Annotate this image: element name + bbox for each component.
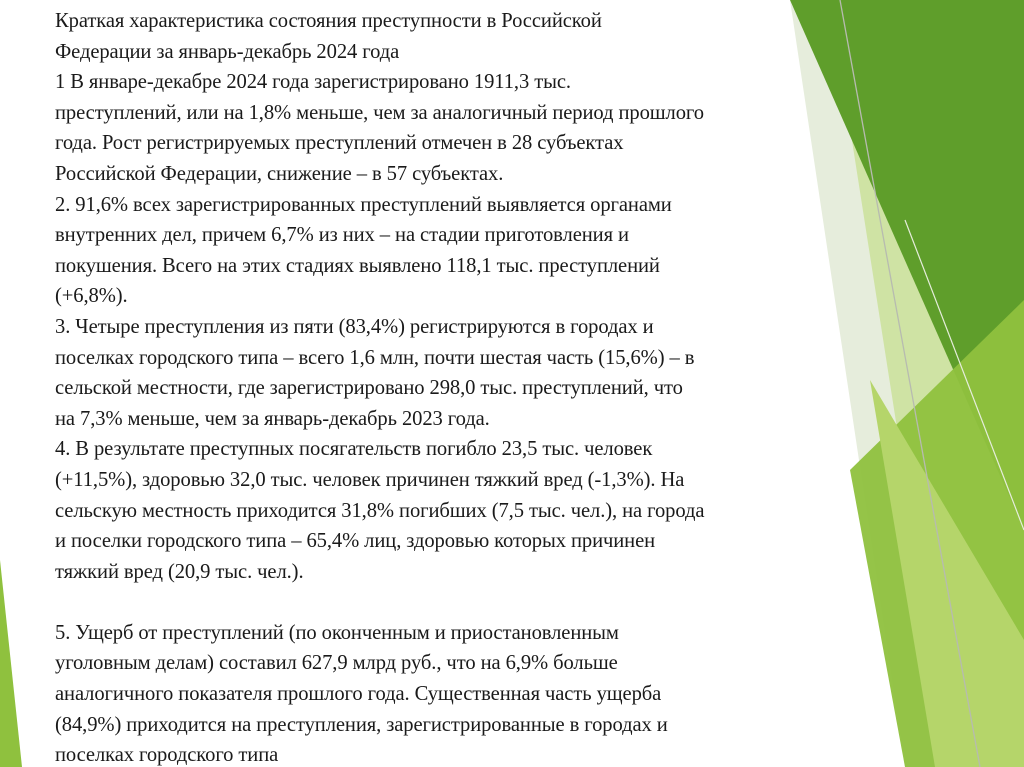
text-line-3: 1 В январе-декабре 2024 года зарегистрировано 1911,3 тыс. — [55, 71, 571, 94]
text-line-12: поселках городского типа – всего 1,6 млн, почти шестая часть (15,6%) – в — [55, 346, 695, 369]
text-line-2: Федерации за январь-декабрь 2024 года — [55, 40, 400, 63]
text-line-19: тяжкий вред (20,9 тыс. чел.). — [55, 560, 304, 583]
slide-body-text — [55, 6, 895, 767]
left-green-strip — [0, 560, 22, 767]
text-line-8: внутренних дел, причем 6,7% из них – на стадии приготовления и — [55, 224, 629, 247]
text-line-24: (84,9%) приходится на преступления, зарегистрированные в городах и — [55, 713, 668, 736]
text-line-22: уголовным делам) составил 627,9 млрд руб., что на 6,9% больше — [55, 652, 618, 675]
text-line-15: 4. В результате преступных посягательств погибло 23,5 тыс. человек — [55, 438, 653, 461]
text-line-9: покушения. Всего на этих стадиях выявлено 118,1 тыс. преступлений — [55, 254, 660, 277]
text-line-5: года. Рост регистрируемых преступлений отмечен в 28 субъектах — [55, 132, 624, 155]
text-line-14: на 7,3% меньше, чем за январь-декабрь 2023 года. — [55, 407, 490, 430]
text-line-13: сельской местности, где зарегистрировано 298,0 тыс. преступлений, что — [55, 377, 683, 400]
text-line-25: поселках городского типа — [55, 744, 279, 767]
text-line-7: 2. 91,6% всех зарегистрированных преступлений выявляется органами — [55, 193, 672, 216]
text-line-6: Российской Федерации, снижение – в 57 субъектах. — [55, 162, 504, 185]
text-line-17: сельскую местность приходится 31,8% погибших (7,5 тыс. чел.), на города — [55, 499, 705, 522]
blank-line — [55, 587, 895, 618]
text-line-21: 5. Ущерб от преступлений (по оконченным и приостановленным — [55, 621, 619, 644]
text-line-1: Краткая характеристика состояния преступности в Российской — [55, 10, 602, 32]
text-line-10: (+6,8%). — [55, 285, 128, 308]
text-line-11: 3. Четыре преступления из пяти (83,4%) регистрируются в городах и — [55, 315, 654, 338]
text-line-4: преступлений, или на 1,8% меньше, чем за аналогичный период прошлого — [55, 101, 704, 124]
text-line-23: аналогичного показателя прошлого года. Существенная часть ущерба — [55, 683, 662, 706]
text-line-16: (+11,5%), здоровью 32,0 тыс. человек причинен тяжкий вред (-1,3%). На — [55, 468, 685, 491]
text-line-18: и поселки городского типа – 65,4% лиц, здоровью которых причинен — [55, 530, 656, 553]
